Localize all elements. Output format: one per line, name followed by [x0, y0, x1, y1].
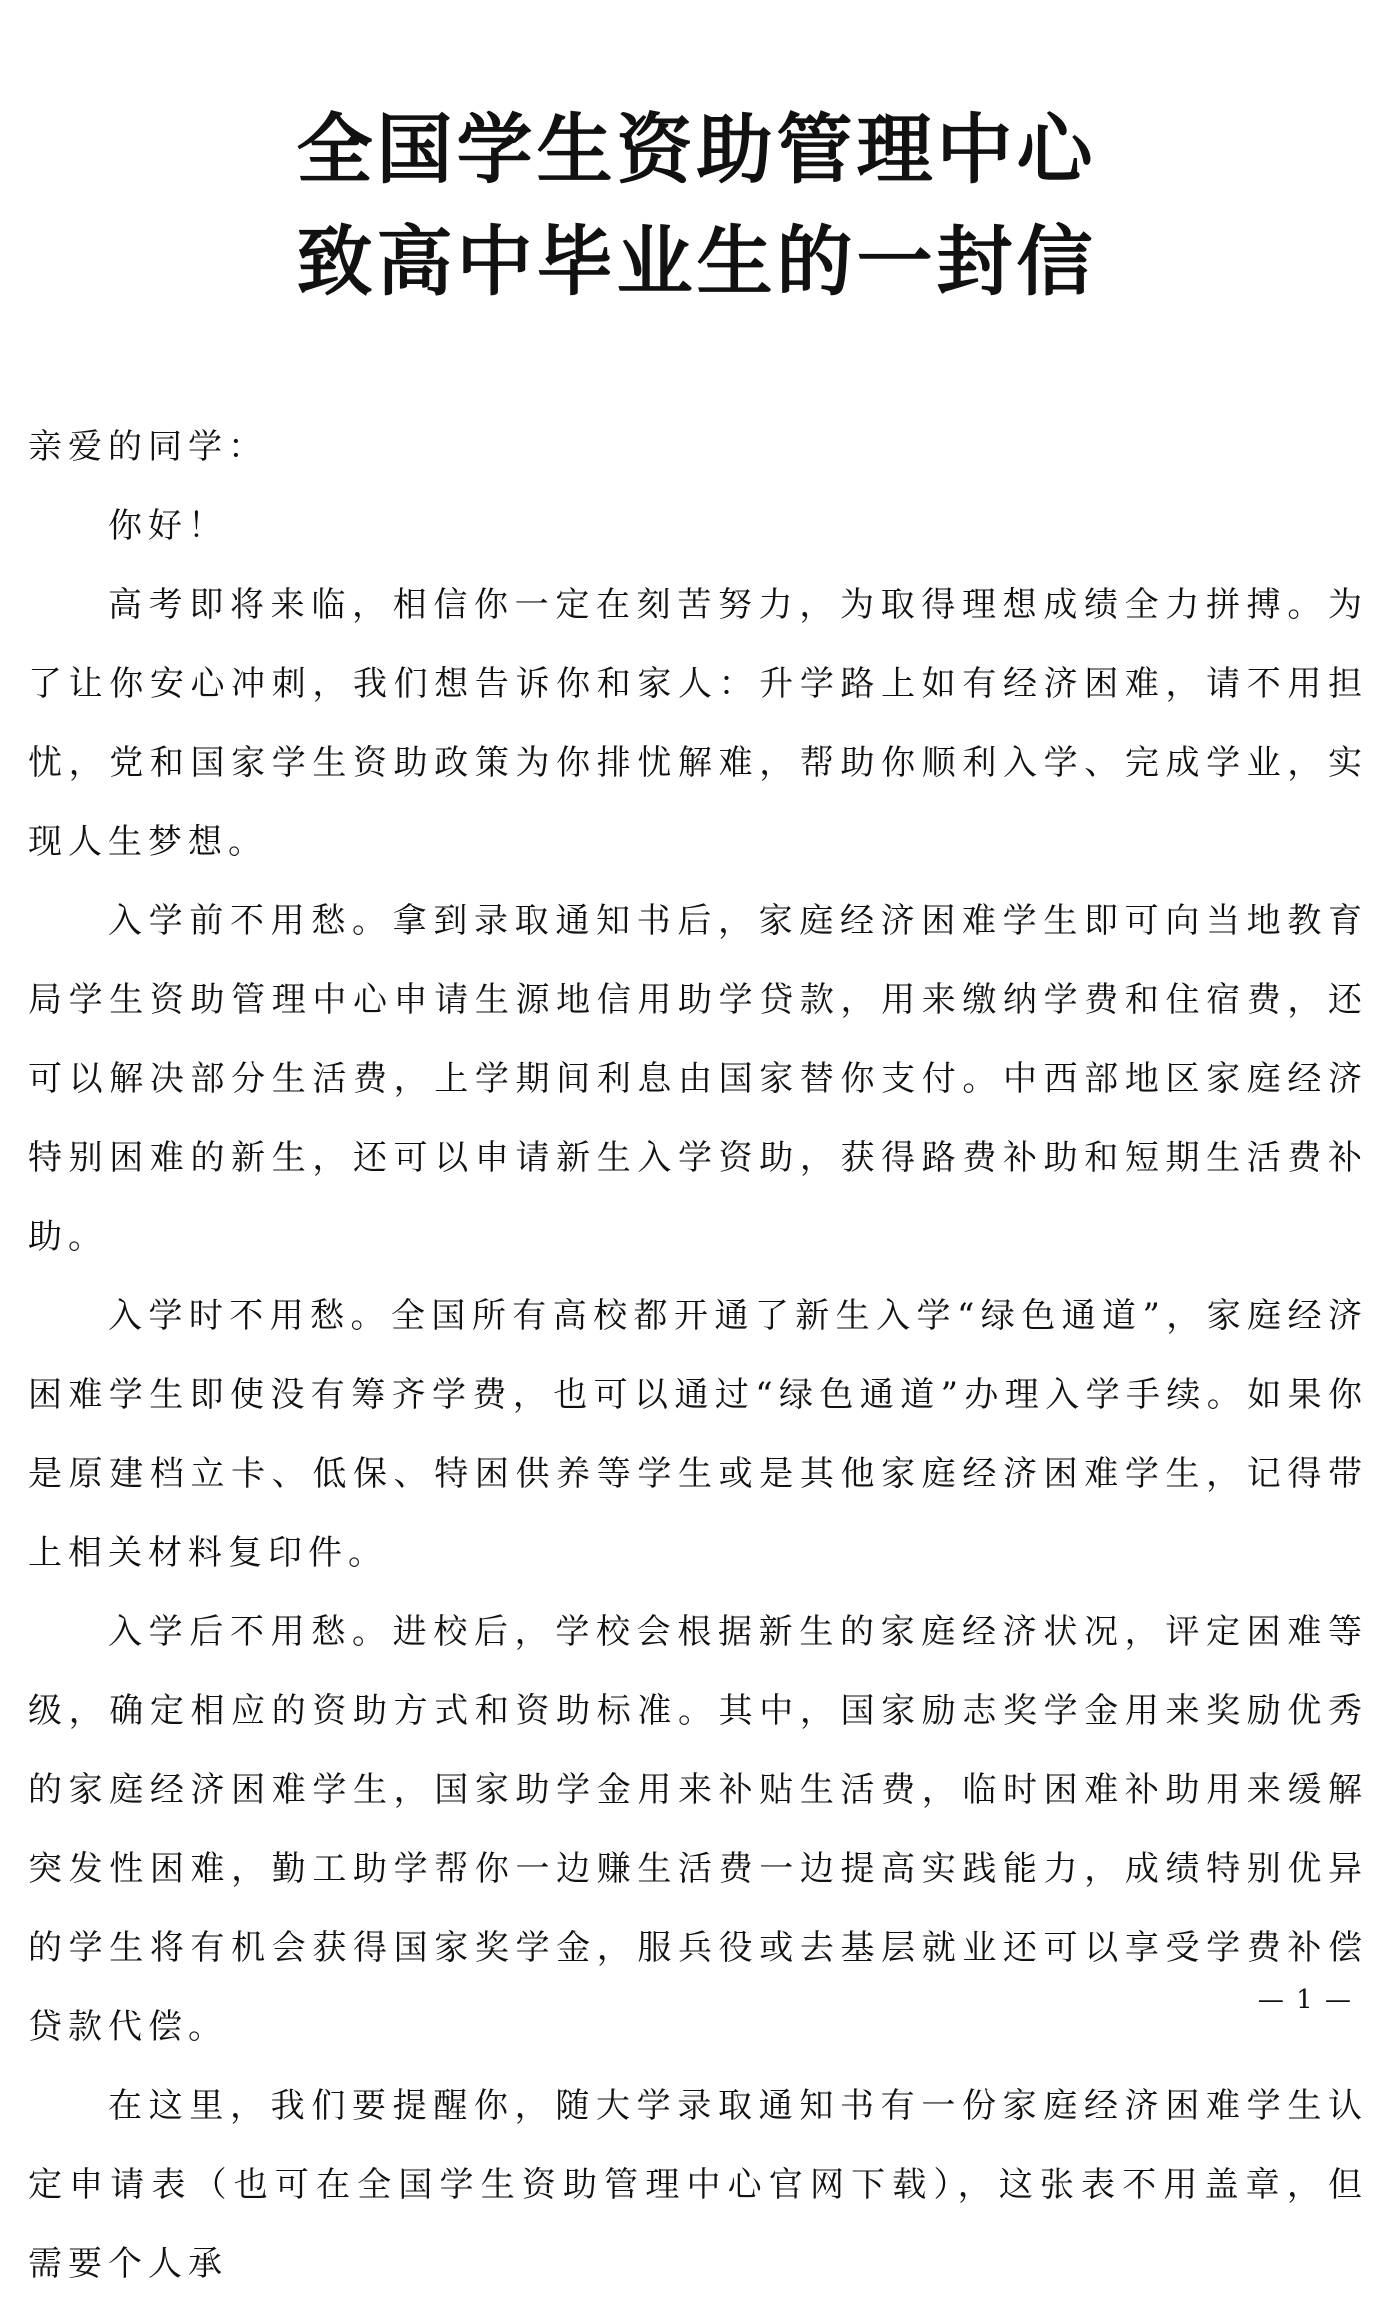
page-number: — 1 — — [1257, 1985, 1353, 2015]
letter-body — [28, 408, 1368, 2304]
document-title-line-1: 全国学生资助管理中心 — [296, 105, 1097, 194]
paragraph-at-enrollment: 入学时不用愁。全国所有高校都开通了新生入学“绿色通道”，家庭经济困难学生即使没有筹齐学费，也可以通过“绿色通道”办理入学手续。如果你是原建档立卡、低保、特困供养等学生或是其他家庭经济困难学生，记得带上相关材料复印件。 — [28, 1296, 1368, 1573]
paragraph-intro: 高考即将来临，相信你一定在刻苦努力，为取得理想成绩全力拼搏。为了让你安心冲刺，我们想告诉你和家人：升学路上如有经济困难，请不用担忧，党和国家学生资助政策为你排忧解难，帮助你顺利入学、完成学业，实现人生梦想。 — [28, 585, 1368, 862]
paragraph-after-enrollment: 入学后不用愁。进校后，学校会根据新生的家庭经济状况，评定困难等级，确定相应的资助方式和资助标准。其中，国家励志奖学金用来奖励优秀的家庭经济困难学生，国家助学金用来补贴生活费，临时困难补助用来缓解突发性困难，勤工助学帮你一边赚生活费一边提高实践能力，成绩特别优异的学生将有机会获得国家奖学金，服兵役或去基层就业还可以享受学费补偿贷款代偿。 — [28, 1612, 1368, 2047]
document-title-line-2: 致高中毕业生的一封信 — [296, 217, 1097, 306]
salutation: 亲爱的同学： — [28, 427, 268, 467]
paragraph-before-enrollment: 入学前不用愁。拿到录取通知书后，家庭经济困难学生即可向当地教育局学生资助管理中心申请生源地信用助学贷款，用来缴纳学费和住宿费，还可以解决部分生活费，上学期间利息由国家替你支付。中西部地区家庭经济特别困难的新生，还可以申请新生入学资助，获得路费补助和短期生活费补助。 — [28, 901, 1368, 1257]
greeting: 你好！ — [108, 506, 228, 546]
paragraph-reminder: 在这里，我们要提醒你，随大学录取通知书有一份家庭经济困难学生认定申请表（也可在全国学生资助管理中心官网下载），这张表不用盖章，但需要个人承 — [28, 2086, 1368, 2284]
